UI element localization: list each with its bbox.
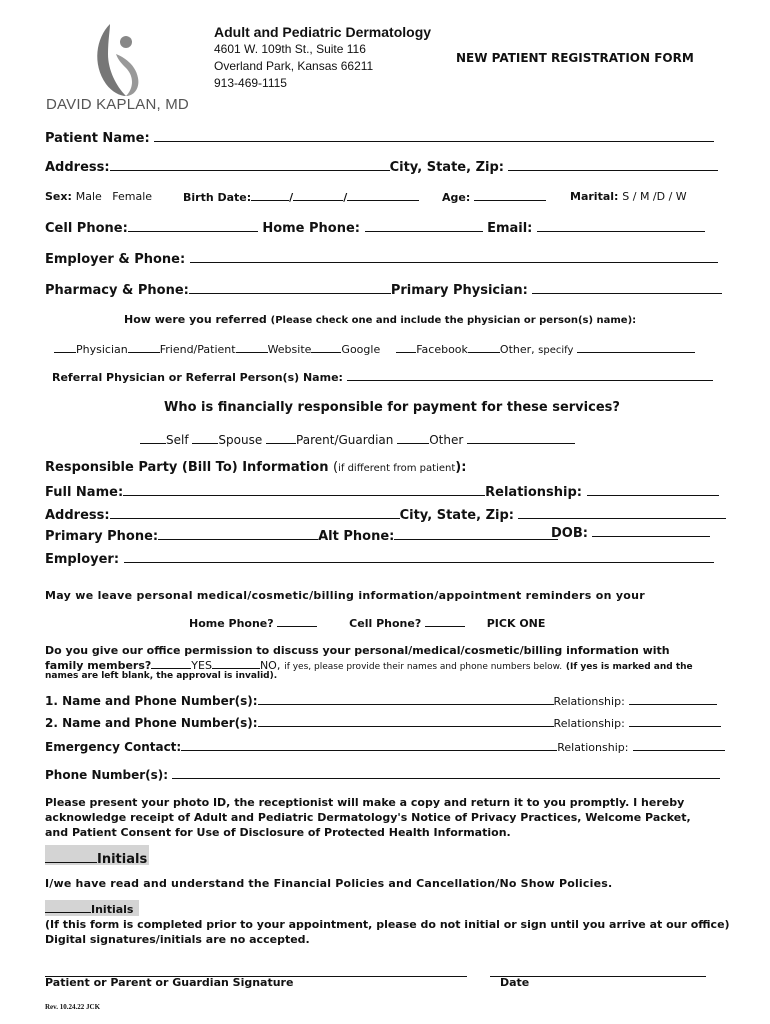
responsible-alt-phone-label: Alt Phone:: [318, 529, 395, 544]
referral-option-other: Other,: [499, 343, 535, 356]
city-state-zip-field[interactable]: [508, 158, 718, 171]
responsible-primary-phone-label: Primary Phone:: [45, 529, 159, 544]
email-field[interactable]: [537, 219, 705, 232]
financial-question: Who is financially responsible for payment for these services?: [164, 400, 620, 415]
address-field[interactable]: [110, 158, 390, 171]
responsible-note-close: ):: [455, 460, 467, 475]
acknowledge-paragraph: [45, 795, 691, 840]
patient-name-field[interactable]: [154, 129, 714, 142]
referral-specify-field[interactable]: [577, 342, 695, 353]
initials-2-label: Initials: [91, 903, 134, 916]
leave-pick-one: PICK ONE: [486, 617, 546, 630]
leave-info-question: May we leave personal medical/cosmetic/billing information/appointment reminders on your: [45, 589, 646, 602]
clinic-logo-icon: [86, 20, 156, 98]
referral-question-label: How were you referred: [124, 313, 267, 326]
responsible-alt-phone-field[interactable]: [394, 527, 558, 540]
emergency-contact-label: Emergency Contact:: [45, 740, 182, 754]
employer-phone-field[interactable]: [190, 250, 718, 263]
contact-2-field[interactable]: [258, 714, 554, 727]
referral-option-friend: Friend/Patient: [159, 343, 236, 356]
financial-parent-check[interactable]: [266, 431, 296, 444]
permission-family-label: family members?: [45, 659, 152, 672]
employer-row: [45, 250, 718, 267]
referral-other-check[interactable]: [468, 342, 500, 353]
referral-friend-check[interactable]: [128, 342, 160, 353]
home-phone-label: Home Phone:: [262, 221, 360, 236]
contact-2-label: 2. Name and Phone Number(s):: [45, 716, 258, 730]
referral-question: [124, 313, 636, 326]
permission-no-field[interactable]: [212, 658, 260, 669]
contact-1-row: [45, 692, 717, 708]
signature-label: Patient or Parent or Guardian Signature: [45, 976, 294, 989]
emergency-relationship-label: Relationship:: [557, 741, 629, 754]
referral-option-facebook: Facebook: [416, 343, 468, 356]
contact-2-relationship-label: Relationship:: [553, 717, 625, 730]
permission-no-label: NO,: [259, 659, 281, 672]
completion-note: (If this form is completed prior to your appointment, please do not initial or sign until you arrive at our office): [45, 918, 730, 931]
leave-cell-phone-field[interactable]: [425, 616, 465, 627]
clinic-phone: 913-469-1115: [214, 76, 287, 90]
phone-email-row: [45, 219, 705, 236]
financial-other-field[interactable]: [467, 431, 575, 444]
employer-phone-label: Employer & Phone:: [45, 252, 186, 267]
pharmacy-phone-label: Pharmacy & Phone:: [45, 283, 189, 298]
responsible-employer-row: [45, 550, 714, 567]
referral-physician-check[interactable]: [54, 342, 76, 353]
leave-home-phone-field[interactable]: [277, 616, 317, 627]
referral-option-website: Website: [267, 343, 312, 356]
financial-self-check[interactable]: [140, 431, 166, 444]
responsible-phone-row: [45, 527, 558, 544]
responsible-employer-label: Employer:: [45, 552, 120, 567]
clinic-name: Adult and Pediatric Dermatology: [214, 24, 432, 40]
referral-website-check[interactable]: [236, 342, 268, 353]
emergency-contact-field[interactable]: [181, 738, 557, 751]
financial-spouse-check[interactable]: [192, 431, 218, 444]
initials-1-row: [45, 850, 147, 867]
contact-1-field[interactable]: [258, 692, 554, 705]
responsible-heading: [45, 460, 466, 475]
contact-1-label: 1. Name and Phone Number(s):: [45, 694, 258, 708]
pharmacy-phone-field[interactable]: [189, 281, 391, 294]
permission-warning: (If yes is marked and the: [565, 662, 693, 672]
sex-label: Sex:: [45, 190, 72, 203]
city-state-zip-label: City, State, Zip:: [389, 160, 504, 175]
referral-name-label: Referral Physician or Referral Person(s) Name:: [52, 371, 343, 384]
responsible-dob-row: [551, 524, 710, 541]
revision-label: Rev. 10.24.22 JCK: [45, 1003, 101, 1011]
permission-yes-label: YES: [191, 659, 212, 672]
emergency-contact-row: [45, 738, 725, 754]
permission-line-2: [45, 658, 693, 672]
birth-date-row: [183, 190, 419, 204]
form-title: NEW PATIENT REGISTRATION FORM: [456, 51, 694, 65]
permission-line-1: Do you give our office permission to discuss your personal/medical/cosmetic/billing information with: [45, 644, 670, 657]
cell-phone-label: Cell Phone:: [45, 221, 128, 236]
date-separator: /: [343, 191, 348, 204]
contact-2-relationship-field[interactable]: [629, 716, 721, 727]
age-field[interactable]: [474, 190, 546, 201]
permission-line-3: names are left blank, the approval is invalid).: [45, 671, 278, 681]
responsible-relationship-field[interactable]: [587, 483, 719, 496]
responsible-city-label: City, State, Zip:: [399, 508, 514, 523]
referral-facebook-check[interactable]: [396, 342, 416, 353]
responsible-dob-field[interactable]: [592, 524, 710, 537]
clinic-address-1: 4601 W. 109th St., Suite 116: [214, 42, 366, 56]
marital-row: [570, 190, 687, 203]
leave-cell-phone-label: Cell Phone?: [349, 617, 422, 630]
address-label: Address:: [45, 160, 110, 175]
leave-home-phone-label: Home Phone?: [189, 617, 274, 630]
responsible-heading-label: Responsible Party (Bill To) Information: [45, 460, 329, 475]
responsible-name-row: [45, 483, 719, 500]
responsible-address-label: Address:: [45, 508, 110, 523]
patient-name-label: Patient Name:: [45, 131, 150, 146]
responsible-note: if different from patient: [338, 463, 456, 474]
referral-option-physician: Physician: [76, 343, 128, 356]
initials-2-row: [45, 902, 133, 916]
permission-yes-field[interactable]: [151, 658, 191, 669]
cell-phone-field[interactable]: [128, 219, 258, 232]
permission-note: if yes, please provide their names and phone numbers below.: [284, 662, 563, 672]
responsible-full-name-field[interactable]: [123, 483, 485, 496]
date-label: Date: [500, 976, 530, 989]
responsible-address-field[interactable]: [110, 506, 400, 519]
digital-signature-note: Digital signatures/initials are no accepted.: [45, 933, 310, 946]
pharmacy-row: [45, 281, 722, 298]
clinic-address-2: Overland Park, Kansas 66211: [214, 59, 374, 73]
referral-google-check[interactable]: [311, 342, 341, 353]
financial-option-spouse: Spouse: [218, 433, 263, 447]
financial-other-check[interactable]: [397, 431, 429, 444]
referral-options: [54, 342, 695, 356]
responsible-relationship-label: Relationship:: [485, 485, 583, 500]
financial-option-self: Self: [166, 433, 189, 447]
responsible-employer-field[interactable]: [124, 550, 714, 563]
referral-name-row: [52, 370, 713, 384]
phone-numbers-field[interactable]: [172, 766, 720, 779]
financial-option-other: Other: [429, 433, 464, 447]
referral-specify-label: specify: [538, 345, 574, 356]
financial-option-parent: Parent/Guardian: [296, 433, 394, 447]
date-separator: /: [289, 191, 294, 204]
primary-physician-label: Primary Physician:: [390, 283, 528, 298]
phone-numbers-row: [45, 766, 720, 782]
emergency-relationship-field[interactable]: [633, 740, 725, 751]
doctor-name: DAVID KAPLAN, MD: [46, 96, 189, 113]
responsible-dob-label: DOB:: [551, 526, 588, 541]
initials-1-label: Initials: [97, 852, 148, 867]
initials-1-field[interactable]: [45, 850, 97, 863]
age-label: Age:: [442, 191, 471, 204]
initials-2-field[interactable]: [45, 902, 91, 913]
birth-date-label: Birth Date:: [183, 191, 252, 204]
email-label: Email:: [487, 221, 533, 236]
policies-statement: I/we have read and understand the Financial Policies and Cancellation/No Show Policies.: [45, 877, 613, 890]
referral-name-field[interactable]: [347, 370, 713, 381]
responsible-note-open: (: [333, 460, 339, 475]
acknowledge-line-1: Please present your photo ID, the receptionist will make a copy and return it to you promptly. I hereby: [45, 796, 685, 809]
sex-row: [45, 190, 152, 203]
marital-label: Marital:: [570, 190, 619, 203]
referral-option-google: Google: [341, 343, 381, 356]
phone-numbers-label: Phone Number(s):: [45, 768, 169, 782]
sex-options[interactable]: Male Female: [75, 190, 153, 203]
responsible-full-name-label: Full Name:: [45, 485, 124, 500]
birth-year-field[interactable]: [347, 190, 419, 201]
referral-question-note: (Please check one and include the physician or person(s) name):: [270, 315, 637, 326]
responsible-address-row: [45, 506, 726, 523]
responsible-primary-phone-field[interactable]: [158, 527, 318, 540]
birth-day-field[interactable]: [293, 190, 343, 201]
patient-name-row: [45, 129, 714, 146]
responsible-city-field[interactable]: [518, 506, 726, 519]
age-row: [442, 190, 546, 204]
primary-physician-field[interactable]: [532, 281, 722, 294]
birth-month-field[interactable]: [251, 190, 289, 201]
address-row: [45, 158, 718, 175]
contact-1-relationship-field[interactable]: [629, 694, 717, 705]
marital-options[interactable]: S / M /D / W: [622, 190, 687, 203]
contact-2-row: [45, 714, 721, 730]
contact-1-relationship-label: Relationship:: [553, 695, 625, 708]
financial-options: [140, 431, 575, 447]
leave-info-options: [189, 616, 545, 630]
acknowledge-line-2: acknowledge receipt of Adult and Pediatric Dermatology's Notice of Privacy Practices, Welcome Packet,: [45, 811, 691, 824]
home-phone-field[interactable]: [365, 219, 483, 232]
acknowledge-line-3: and Patient Consent for Use of Disclosure of Protected Health Information.: [45, 826, 511, 839]
